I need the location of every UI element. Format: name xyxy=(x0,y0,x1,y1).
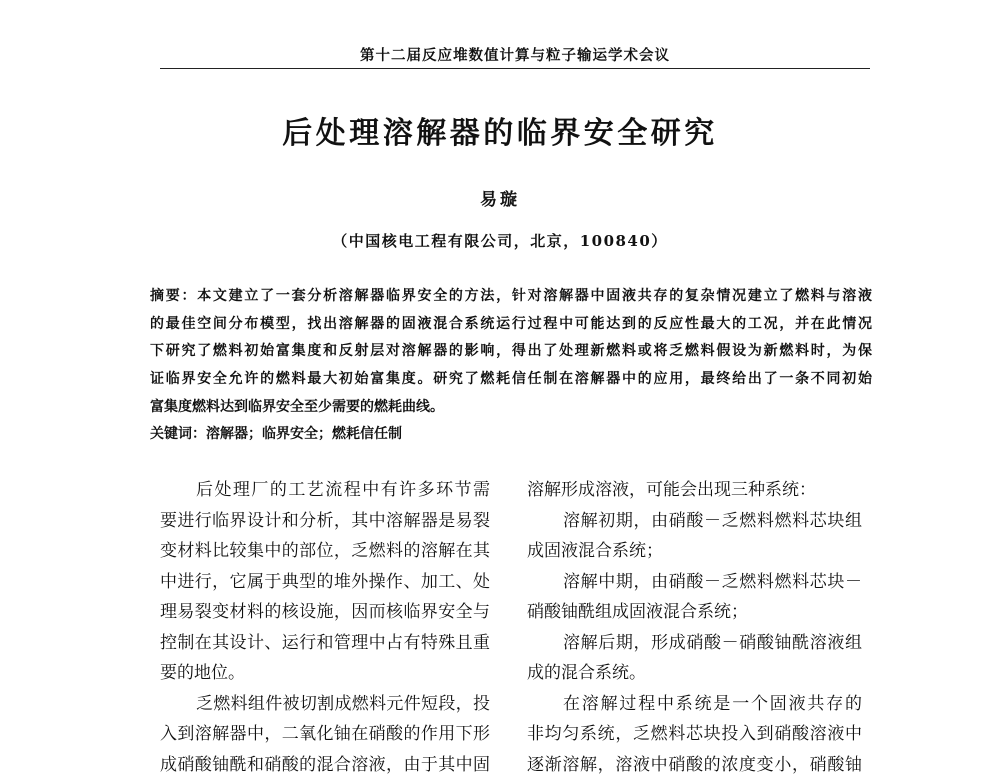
body-line: 后处理厂的工艺流程中有许多环节需 xyxy=(196,480,490,500)
body-line: 中进行，它属于典型的堆外操作、加工、处 xyxy=(160,571,490,592)
body-line: 成的混合系统。 xyxy=(527,663,646,683)
body-line: 非均匀系统，乏燃料芯块投入到硝酸溶液中 xyxy=(527,724,862,744)
header-rule xyxy=(160,68,870,69)
affiliation: （中国核电工程有限公司，北京，100840） xyxy=(332,232,668,250)
body-line: 溶解中期，由硝酸－乏燃料燃料芯块－ xyxy=(563,571,862,592)
body-line: 硝酸铀酰组成固液混合系统； xyxy=(527,602,748,622)
body-line: 逐渐溶解，溶液中硝酸的浓度变小，硝酸铀 xyxy=(527,754,862,775)
body-line: 要的地位。 xyxy=(160,663,245,683)
paper-title: 后处理溶解器的临界安全研究 xyxy=(282,116,718,151)
abstract-line: 证临界安全允许的燃料最大初始富集度。研究了燃耗信任制在溶解器中的应用，最终给出了一条不同初始 xyxy=(150,371,872,387)
abstract-line: 下研究了燃料初始富集度和反射层对溶解器的影响，得出了处理新燃料或将乏燃料假设为新燃料时，为保 xyxy=(150,343,872,359)
body-line: 要进行临界设计和分析，其中溶解器是易裂 xyxy=(160,510,490,531)
body-line: 乏燃料组件被切割成燃料元件短段，投 xyxy=(196,693,490,714)
abstract-line: 富集度燃料达到临界安全至少需要的燃耗曲线。 xyxy=(150,399,444,415)
body-line: 溶解后期，形成硝酸－硝酸铀酰溶液组 xyxy=(563,632,862,653)
running-head: 第十二届反应堆数值计算与粒子输运学术会议 xyxy=(360,48,670,64)
body-line: 在溶解过程中系统是一个固液共存的 xyxy=(563,693,862,714)
body-line: 溶解初期，由硝酸－乏燃料燃料芯块组 xyxy=(563,510,862,531)
body-line: 入到溶解器中，二氧化铀在硝酸的作用下形 xyxy=(160,724,490,744)
body-line: 成硝酸铀酰和硝酸的混合溶液，由于其中固 xyxy=(160,754,490,775)
abstract-line: 的最佳空间分布模型，找出溶解器的固液混合系统运行过程中可能达到的反应性最大的工况，并在此情况 xyxy=(150,316,872,332)
body-line: 成固液混合系统； xyxy=(527,541,663,561)
body-line: 溶解形成溶液，可能会出现三种系统： xyxy=(527,480,816,500)
body-line: 控制在其设计、运行和管理中占有特殊且重 xyxy=(160,632,490,653)
abstract-line: 摘要：本文建立了一套分析溶解器临界安全的方法，针对溶解器中固液共存的复杂情况建立了燃料与溶液 xyxy=(150,288,872,304)
body-line: 变材料比较集中的部位，乏燃料的溶解在其 xyxy=(160,541,490,561)
keywords: 关键词：溶解器；临界安全；燃耗信任制 xyxy=(150,426,402,442)
body-line: 理易裂变材料的核设施，因而核临界安全与 xyxy=(160,602,490,622)
author: 易璇 xyxy=(480,190,520,210)
